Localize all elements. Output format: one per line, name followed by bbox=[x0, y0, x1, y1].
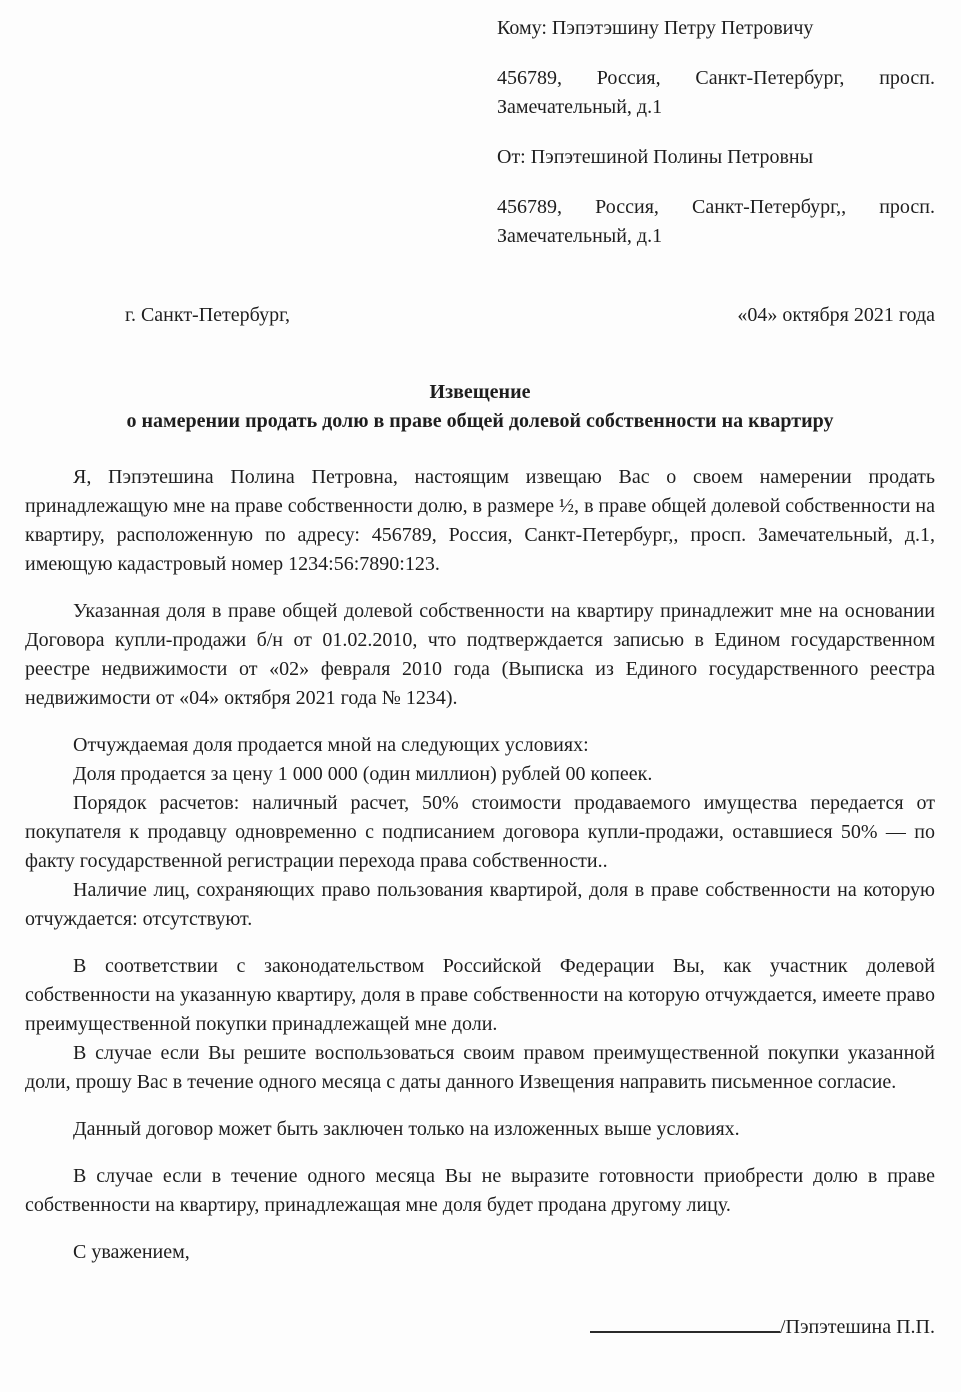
recipient-to-line: Кому: Пэпэтэшину Петру Петровичу bbox=[497, 17, 814, 39]
closing-regards: С уважением, bbox=[73, 1241, 190, 1263]
signature-line bbox=[590, 1311, 780, 1333]
document-body bbox=[25, 463, 935, 1220]
signature-name: /Пэпэтешина П.П. bbox=[779, 1316, 935, 1338]
paragraph-terms-heading: Отчуждаемая доля продается мной на следующих условиях: bbox=[73, 734, 589, 756]
paragraph-response-request: В случае если Вы решите воспользоваться своим правом преимущественной покупки указанной доли, прошу Вас в течение одного месяца с даты данного Извещения направить письменное согласие. bbox=[25, 1042, 935, 1093]
document-subtitle: о намерении продать долю в праве общей долевой собственности на квартиру bbox=[126, 410, 834, 432]
paragraph-deadline-consequence: В случае если в течение одного месяца Вы не выразите готовности приобрести долю в праве собственности на квартиру, принадлежащая мне доля будет продана другому лицу. bbox=[25, 1165, 935, 1216]
paragraph-preemptive-right: В соответствии с законодательством Российской Федерации Вы, как участник долевой собственности на указанную квартиру, доля в праве собственности на которую отчуждается, имеете право преимущественной покупки принадлежащей мне доли. bbox=[25, 955, 935, 1035]
place-city: г. Санкт-Петербург, bbox=[125, 304, 291, 326]
paragraph-registered-persons: Наличие лиц, сохраняющих право пользования квартирой, доля в праве собственности на которую отчуждается: отсутствуют. bbox=[25, 879, 935, 930]
paragraph-intro: Я, Пэпэтешина Полина Петровна, настоящим извещаю Вас о своем намерении продать принадлежащую мне на праве собственности долю, в размере ½, в праве общей долевой собственности на квартиру, расположенную по адресу: 456789, Россия, Санкт-Петербург,, просп. Замечательный, д.1, имеющую кадастровый номер 1234:56:7890:123. bbox=[25, 466, 935, 575]
document-title: Извещение bbox=[429, 381, 531, 403]
paragraph-contract-terms: Данный договор может быть заключен только на изложенных выше условиях. bbox=[73, 1118, 740, 1140]
recipient-address: 456789, Россия, Санкт-Петербург, просп. Замечательный, д.1 bbox=[497, 67, 935, 118]
sender-from-line: От: Пэпэтешиной Полины Петровны bbox=[497, 146, 814, 168]
sender-address: 456789, Россия, Санкт-Петербург,, просп. Замечательный, д.1 bbox=[497, 196, 935, 247]
paragraph-ownership-basis: Указанная доля в праве общей долевой собственности на квартиру принадлежит мне на основании Договора купли-продажи б/н от 01.02.2010, что подтверждается записью в Едином государственном реестре недвижимости от «02» февраля 2010 года (Выписка из Единого государственного реестра недвижимости от «04» октября 2021 года № 1234). bbox=[25, 600, 935, 709]
signature-row bbox=[25, 1311, 935, 1342]
header-address-block bbox=[497, 14, 935, 251]
paragraph-payment-terms: Порядок расчетов: наличный расчет, 50% стоимости продаваемого имущества передается от покупателя к продавцу одновременно с подписанием договора купли-продажи, оставшиеся 50% — по факту государственной регистрации перехода права собственности.. bbox=[25, 792, 935, 872]
place-date-row bbox=[25, 301, 935, 330]
paragraph-price: Доля продается за цену 1 000 000 (один миллион) рублей 00 копеек. bbox=[73, 763, 653, 785]
document-date: «04» октября 2021 года bbox=[737, 304, 935, 326]
title-block bbox=[25, 378, 935, 436]
